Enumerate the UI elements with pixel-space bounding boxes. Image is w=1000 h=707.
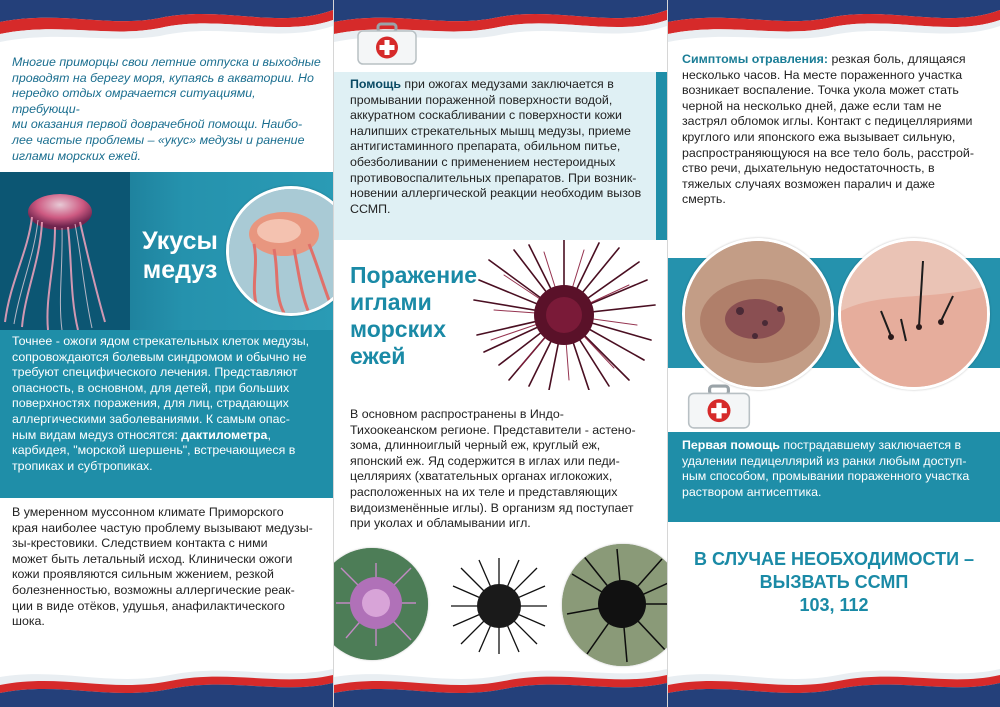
top-wave-decoration: [0, 0, 333, 52]
sea-urchin-text: [350, 407, 652, 532]
first-aid-line: раствором антисептика.: [682, 484, 822, 499]
body-line: японский еж. Яд содержится в иглах или педи-: [350, 453, 620, 468]
info-line: Точнее - ожоги ядом стрекательных клеток медузы,: [12, 334, 310, 348]
first-aid-box: [668, 432, 1000, 522]
body-line: В основном распространены в Индо-: [350, 407, 564, 421]
info-line: карбидея, "морской шершень", встречающиеся в: [12, 443, 296, 458]
urchin-title-line: иглами: [350, 289, 432, 315]
jellyfish-help-box: [334, 72, 667, 240]
spine-injury-photo: [841, 241, 987, 387]
panel-symptoms: [668, 0, 1000, 707]
urchin-photo-1: [334, 548, 428, 660]
emergency-call-text: [668, 548, 1000, 617]
body-line: зома, длинноиглый черный еж, круглый еж,: [350, 438, 601, 453]
jellyfish-title-line1: Укусы: [142, 227, 218, 255]
help-line: аккуратном соскабливании с поверхности кожи: [350, 108, 622, 123]
body-line: края наиболее частую проблему вызывают медузы-: [12, 520, 313, 535]
symptoms-line: несколько часов. На месте пораженного участка: [682, 67, 963, 82]
first-aid-line-rest: пострадавшему заключается в: [779, 438, 962, 452]
info-line: сопровождаются болевым синдромом и обычно не: [12, 349, 307, 364]
symptoms-line: застрял обломок иглы. Контакт с педицелляриями: [682, 114, 973, 129]
help-line: новении аллергической реакции необходим вызов: [350, 186, 642, 201]
jellyfish-info-text: [12, 334, 322, 474]
help-line: обезболивании с применением нестероидных: [350, 154, 616, 169]
info-line: поверхностях поражения, для лиц, страдающих: [12, 396, 289, 411]
first-aid-kit-icon: [356, 22, 418, 66]
bottom-wave-decoration: [668, 647, 1000, 707]
body-line: Тихоокеанском регионе. Представители - астено-: [350, 422, 636, 437]
top-wave-decoration: [668, 0, 1000, 52]
symptoms-line-rest: резкая боль, длящаяся: [828, 52, 966, 66]
black-urchin-image: [449, 556, 549, 656]
comma: ,: [267, 427, 271, 442]
first-aid-line: удалении педицеллярий из ранки любым доступ-: [682, 453, 967, 468]
symptoms-line: смерть.: [682, 192, 726, 207]
help-line: ССМП.: [350, 201, 391, 216]
symptoms-heading: Симптомы отравления:: [682, 52, 829, 66]
sea-urchin-image: [469, 240, 659, 390]
intro-line: проводят на берегу моря, купаясь в акватории. Но: [12, 70, 314, 85]
urchin-title-line: морских: [350, 316, 447, 342]
body-line: может быть летальный исход. Клинически ожоги: [12, 551, 293, 566]
intro-line: иглами морских ежей.: [12, 148, 141, 163]
panel-jellyfish: [0, 0, 333, 707]
symptoms-line: [682, 52, 988, 68]
intro-line: ми оказания первой доврачебной помощи. Наибо-: [12, 117, 303, 132]
symptoms-line: возникает воспаление. Точка укола может стать: [682, 83, 959, 98]
info-line: опасность, в основном, для детей, при больших: [12, 380, 290, 395]
urchin-title-line: ежей: [350, 343, 406, 369]
body-line: целляриях (хватательных органах иглокожих,: [350, 469, 613, 484]
first-aid-text: [682, 438, 988, 500]
injured-foot-photo: [682, 238, 834, 390]
info-line: аллергическими заболеваниями. К самым опас-: [12, 411, 290, 426]
help-box-accent: [656, 72, 667, 240]
bottom-wave-decoration: [0, 647, 333, 707]
jellyfish-info-box: [0, 330, 333, 498]
intro-line: Многие приморцы свои летние отпуска и выходные: [12, 55, 321, 69]
emergency-call-line1: В СЛУЧАЕ НЕОБХОДИМОСТИ –: [693, 549, 975, 569]
bottom-wave-decoration: [334, 647, 667, 707]
emergency-numbers: 103, 112: [799, 595, 869, 615]
symptoms-line: черной на несколько дней, даже если там не: [682, 98, 942, 113]
body-line: ции в виде отёков, удушья, анафилактического: [12, 598, 285, 613]
info-line: [12, 428, 322, 444]
dactylometra-term: дактилометра: [181, 427, 268, 442]
symptoms-line: круглого или японского ежа вызывает сильную,: [682, 129, 956, 144]
urchin-title-line: Поражение: [350, 262, 478, 288]
panel-sea-urchins: [334, 0, 667, 707]
first-aid-line: [682, 438, 988, 454]
first-aid-line: ным способом, промывании пораженного участка: [682, 469, 970, 484]
body-line: В умеренном муссонном климате Приморского: [12, 505, 284, 519]
symptoms-line: ство речи, дыхательную недостаточность, в: [682, 161, 935, 176]
jellyfish-title-line2: медуз: [142, 256, 218, 284]
spine-in-skin-photo: [838, 238, 990, 390]
jellyfish-title: [120, 227, 240, 285]
info-line: тропиках и субтропиках.: [12, 458, 153, 473]
body-line: видоизменённые иглы). В организм яд поступает: [350, 500, 634, 515]
body-line: кожи проявляются сильным жжением, резкой: [12, 567, 274, 582]
body-line: расположенных на их теле и представляющих: [350, 484, 618, 499]
jellyfish-help-text: [350, 77, 652, 217]
first-aid-heading: Первая помощь: [682, 438, 780, 452]
help-line: [350, 77, 652, 93]
symptoms-text: [682, 52, 988, 208]
jellyfish-photo: [229, 189, 333, 313]
info-line: требуют специфического лечения. Представляют: [12, 365, 298, 380]
body-line: зы-крестовики. Следствием контакта с ними: [12, 536, 268, 551]
intro-text: [12, 55, 324, 164]
intro-line: нередко отдых омрачается ситуациями, требующи-: [12, 86, 256, 116]
body-line: при уколах и обламывании игл.: [350, 516, 531, 531]
foot-injury-photo: [685, 241, 831, 387]
body-line: шока.: [12, 614, 45, 629]
body-line: болезненностью, возможны аллергические реак-: [12, 582, 295, 597]
emergency-call-line2: ВЫЗВАТЬ ССМП: [759, 572, 909, 592]
help-line: промывании пораженной поверхности водой,: [350, 92, 613, 107]
purple-urchin-photo: [334, 548, 428, 660]
cross-jellyfish-text: [12, 505, 322, 630]
symptoms-line: тяжелых случаях возможен паралич и даже: [682, 176, 935, 191]
help-line: антигистаминного препарата, обильном питье,: [350, 139, 621, 154]
help-heading: Помощь: [350, 77, 401, 91]
info-line-pre: ным видам медуз относятся:: [12, 427, 182, 442]
jellyfish-image: [0, 172, 130, 330]
help-line-rest: при ожогах медузами заключается в: [400, 77, 614, 91]
first-aid-kit-icon: [686, 384, 752, 430]
intro-line: лее частые проблемы – «укус» медузы и ранение: [12, 132, 305, 147]
help-line: противовоспалительных препаратов. При возник-: [350, 170, 637, 185]
help-line: налипших стрекательных мышц медузы, приеме: [350, 123, 631, 138]
symptoms-line: распространяющуюся на все тело боль, расстрой-: [682, 145, 974, 160]
